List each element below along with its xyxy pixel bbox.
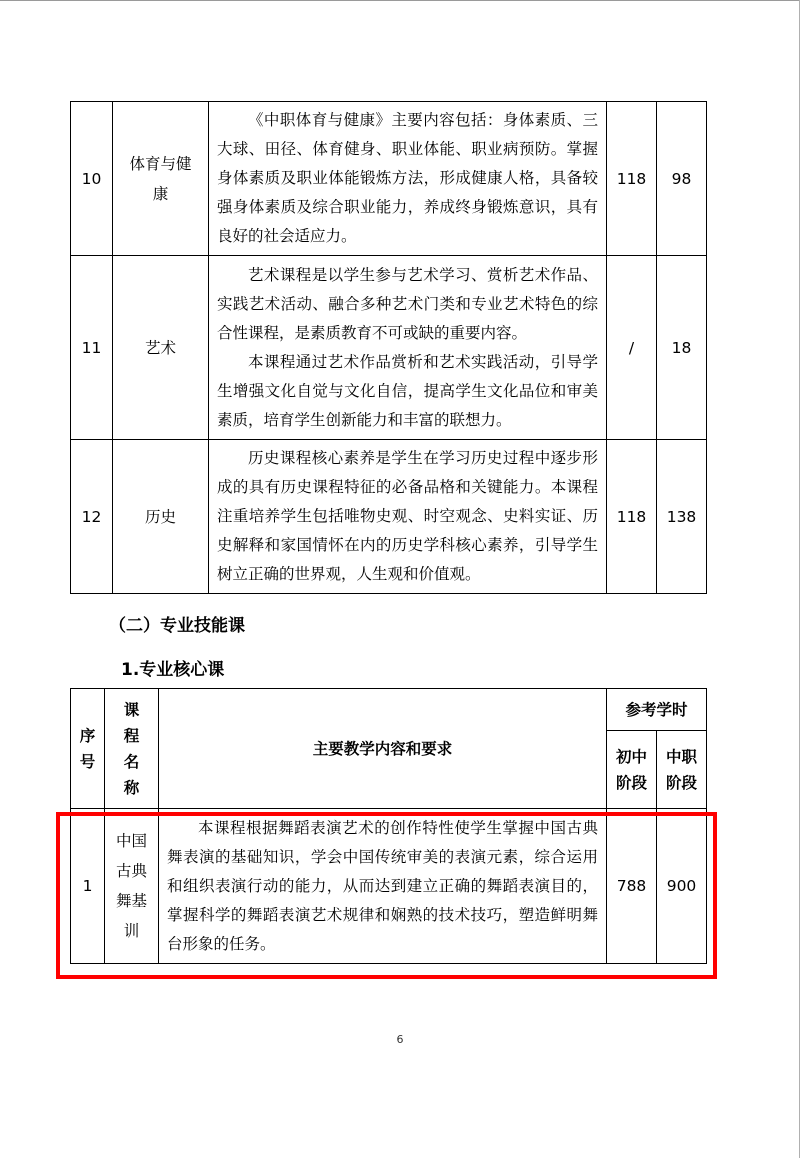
table-row (71, 102, 707, 256)
course-name: 体育与健康 (113, 102, 209, 256)
table-row (71, 440, 707, 594)
page-number: 6 (396, 1033, 404, 1046)
page-top-border (0, 0, 800, 1)
row-number: 10 (71, 102, 113, 256)
vocational-hours: 98 (657, 102, 707, 256)
header-row (71, 689, 707, 731)
content-paragraph: 本课程通过艺术作品赏析和艺术实践活动，引导学生增强文化自觉与文化自信，提高学生文化品位和审美素质，培育学生创新能力和丰富的联想力。 (217, 352, 598, 429)
header-junior-stage: 初中阶段 (607, 731, 657, 809)
header-content: 主要教学内容和要求 (159, 689, 607, 809)
vocational-hours: 18 (657, 256, 707, 440)
course-content (209, 102, 607, 256)
header-reference-hours: 参考学时 (607, 689, 707, 731)
highlight-box (56, 812, 717, 979)
junior-hours: 788 (607, 809, 657, 964)
content-paragraph: 本课程根据舞蹈表演艺术的创作特性使学生掌握中国古典舞表演的基础知识，学会中国传统审美的表演元素，综合运用和组织表演行动的能力，从而达到建立正确的舞蹈表演目的，掌握科学的舞蹈表演艺术规律和娴熟的技术技巧，塑造鲜明舞台形象的任务。 (167, 818, 598, 953)
row-number: 11 (71, 256, 113, 440)
junior-hours: 118 (607, 102, 657, 256)
course-name: 历史 (113, 440, 209, 594)
junior-hours: / (607, 256, 657, 440)
general-courses-table (70, 101, 707, 594)
vocational-hours: 138 (657, 440, 707, 594)
section-heading: （二）专业技能课 (109, 616, 245, 636)
course-content (209, 256, 607, 440)
table-row (71, 256, 707, 440)
content-paragraph: 艺术课程是以学生参与艺术学习、赏析艺术作品、实践艺术活动、融合多种艺术门类和专业艺术特色的综合性课程，是素质教育不可或缺的重要内容。 (217, 265, 598, 342)
row-number: 12 (71, 440, 113, 594)
subsection-heading: 1.专业核心课 (121, 660, 225, 680)
row-number: 1 (71, 809, 105, 964)
course-name: 中国古典舞基训 (105, 809, 159, 964)
header-course-name: 课程名称 (105, 689, 159, 809)
junior-hours: 118 (607, 440, 657, 594)
vocational-hours: 900 (657, 809, 707, 964)
header-vocational-stage: 中职阶段 (657, 731, 707, 809)
header-number: 序号 (71, 689, 105, 809)
course-name: 艺术 (113, 256, 209, 440)
content-paragraph: 《中职体育与健康》主要内容包括：身体素质、三大球、田径、体育健身、职业体能、职业病预防。掌握身体素质及职业体能锻炼方法，形成健康人格，具备较强身体素质及综合职业能力，养成终身锻炼意识，具有良好的社会适应力。 (217, 111, 598, 245)
content-paragraph: 历史课程核心素养是学生在学习历史过程中逐步形成的具有历史课程特征的必备品格和关键能力。本课程注重培养学生包括唯物史观、时空观念、史料实证、历史解释和家国情怀在内的历史学科核心素养，引导学生树立正确的世界观，人生观和价值观。 (217, 449, 598, 583)
course-content (209, 440, 607, 594)
